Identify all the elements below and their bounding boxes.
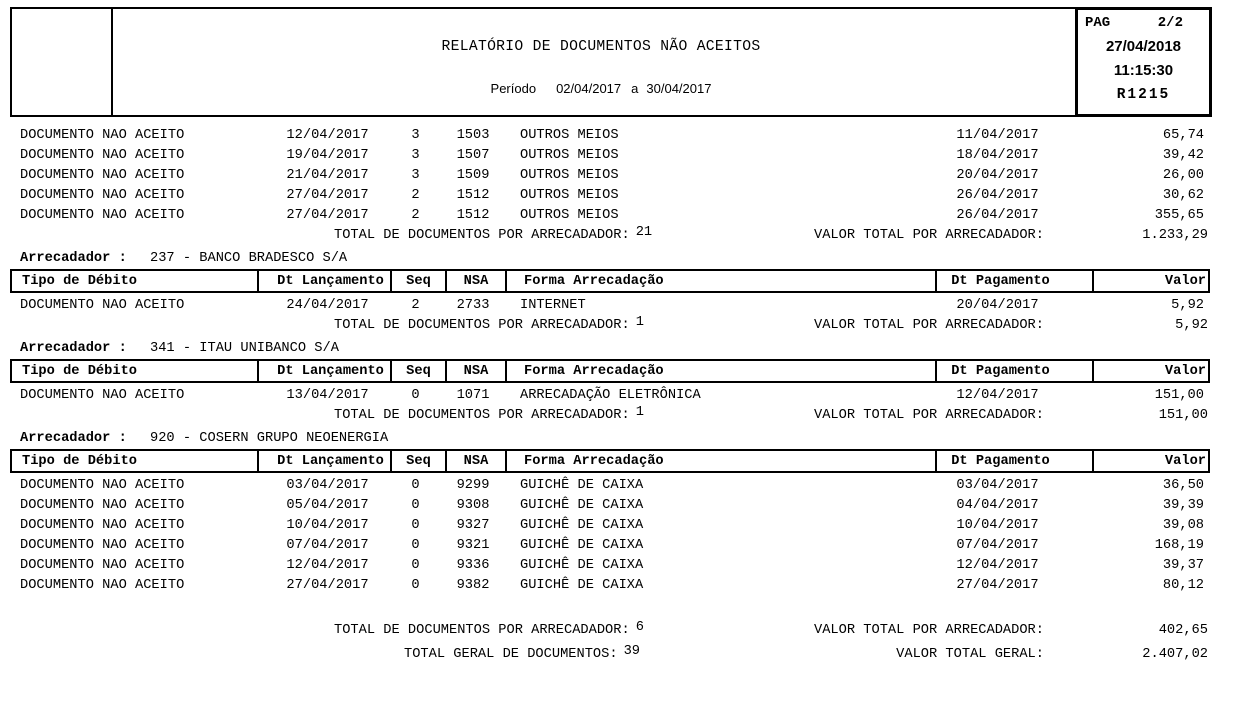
table-cell: DOCUMENTO NAO ACEITO [20, 557, 185, 573]
grand-total-value-label: VALOR TOTAL GERAL: [896, 647, 1044, 662]
table-cell: 07/04/2017 [286, 537, 369, 553]
table-cell: DOCUMENTO NAO ACEITO [20, 517, 185, 533]
table-rows [0, 385, 1236, 405]
table-row [10, 165, 1210, 185]
table-cell: 24/04/2017 [286, 297, 369, 313]
report-body [0, 125, 1236, 665]
table-cell: 39,42 [1162, 147, 1204, 163]
column-header: Dt Lançamento [257, 451, 390, 471]
arrecadador-label: Arrecadador : [20, 431, 127, 446]
table-cell: GUICHÊ DE CAIXA [520, 537, 644, 553]
table-rows [0, 475, 1236, 595]
column-header: Valor [1092, 451, 1212, 471]
table-cell: OUTROS MEIOS [520, 127, 619, 143]
table-cell: 3 [411, 127, 420, 143]
table-header [10, 359, 1210, 383]
table-cell: 19/04/2017 [286, 147, 369, 163]
table-cell: DOCUMENTO NAO ACEITO [20, 497, 185, 513]
total-docs [334, 406, 644, 426]
total-docs-label: TOTAL DE DOCUMENTOS POR ARRECADADOR: [334, 318, 630, 333]
table-cell: 12/04/2017 [286, 557, 369, 573]
arrecadador-line [0, 340, 1236, 358]
table-cell: 65,74 [1162, 127, 1204, 143]
column-header: NSA [445, 361, 505, 381]
table-cell: 80,12 [1162, 577, 1204, 593]
section [0, 340, 1236, 426]
table-cell: GUICHÊ DE CAIXA [520, 497, 644, 513]
table-cell: 5,92 [1171, 297, 1204, 313]
grand-total-docs-value: 39 [623, 644, 640, 659]
table-cell: 39,39 [1162, 497, 1204, 513]
report-title: RELATÓRIO DE DOCUMENTOS NÃO ACEITOS [441, 39, 761, 55]
table-cell: 12/04/2017 [286, 127, 369, 143]
table-rows [0, 295, 1236, 315]
table-cell: DOCUMENTO NAO ACEITO [20, 537, 185, 553]
total-docs-value: 1 [635, 315, 644, 330]
arrecadador-line [0, 250, 1236, 268]
table-cell: 355,65 [1154, 207, 1204, 223]
table-cell: DOCUMENTO NAO ACEITO [20, 167, 185, 183]
table-cell: 1509 [456, 167, 490, 183]
table-cell: DOCUMENTO NAO ACEITO [20, 187, 185, 203]
table-cell: 2 [411, 297, 420, 313]
table-row [10, 295, 1210, 315]
column-header: Dt Pagamento [935, 451, 1092, 471]
table-cell: 1071 [456, 387, 490, 403]
table-header [10, 449, 1210, 473]
column-header: Forma Arrecadação [505, 271, 935, 291]
table-cell: OUTROS MEIOS [520, 187, 619, 203]
column-header: Tipo de Débito [22, 363, 137, 379]
total-value-label: VALOR TOTAL POR ARRECADADOR: [814, 408, 1044, 423]
table-cell: 2733 [456, 297, 490, 313]
pag-box [1075, 7, 1212, 117]
column-header: Dt Pagamento [935, 271, 1092, 291]
arrecadador-value: 341 - ITAU UNIBANCO S/A [150, 341, 339, 356]
table-cell: 151,00 [1154, 387, 1204, 403]
table-cell: OUTROS MEIOS [520, 167, 619, 183]
column-header: Valor [1092, 361, 1212, 381]
table-cell: DOCUMENTO NAO ACEITO [20, 147, 185, 163]
table-cell: GUICHÊ DE CAIXA [520, 577, 644, 593]
table-row [10, 385, 1210, 405]
period-end-date: 30/04/2017 [646, 81, 712, 96]
report-date: 27/04/2018 [1105, 38, 1182, 55]
table-cell: 2 [411, 187, 420, 203]
report-time: 11:15:30 [1113, 62, 1174, 79]
table-cell: 27/04/2017 [286, 577, 369, 593]
table-cell: 10/04/2017 [956, 517, 1039, 533]
table-row [10, 205, 1210, 225]
column-header: Seq [390, 361, 445, 381]
section-total-row [0, 406, 1236, 426]
table-row [10, 145, 1210, 165]
section [0, 125, 1236, 246]
grand-total-row [0, 645, 1236, 665]
table-cell: DOCUMENTO NAO ACEITO [20, 477, 185, 493]
table-cell: 27/04/2017 [286, 187, 369, 203]
table-cell: 1507 [456, 147, 490, 163]
table-rows [0, 125, 1236, 225]
arrecadador-value: 237 - BANCO BRADESCO S/A [150, 251, 348, 266]
table-cell: 168,19 [1154, 537, 1204, 553]
column-header: Dt Pagamento [935, 361, 1092, 381]
column-header: Dt Lançamento [257, 361, 390, 381]
total-docs-label: TOTAL DE DOCUMENTOS POR ARRECADADOR: [334, 623, 630, 638]
table-cell: 05/04/2017 [286, 497, 369, 513]
table-cell: GUICHÊ DE CAIXA [520, 477, 644, 493]
column-header: Forma Arrecadação [505, 361, 935, 381]
table-cell: DOCUMENTO NAO ACEITO [20, 387, 185, 403]
pag-label: PAG [1085, 15, 1111, 31]
table-row [10, 555, 1210, 575]
table-cell: 1512 [456, 187, 490, 203]
table-cell: 9382 [456, 577, 490, 593]
period-separator: a [631, 81, 639, 96]
table-cell: 3 [411, 167, 420, 183]
page-number: 2/2 [1157, 15, 1183, 31]
total-docs-value: 21 [635, 225, 653, 240]
table-cell: 9327 [456, 517, 490, 533]
table-cell: 9336 [456, 557, 490, 573]
table-cell: DOCUMENTO NAO ACEITO [20, 127, 185, 143]
table-cell: 0 [411, 497, 420, 513]
table-row [10, 495, 1210, 515]
total-docs-label: TOTAL DE DOCUMENTOS POR ARRECADADOR: [334, 228, 630, 243]
total-value-label: VALOR TOTAL POR ARRECADADOR: [814, 228, 1044, 243]
total-docs [334, 621, 644, 641]
table-cell: 26,00 [1162, 167, 1204, 183]
table-cell: OUTROS MEIOS [520, 147, 619, 163]
column-header: Dt Lançamento [257, 271, 390, 291]
table-cell: 1503 [456, 127, 490, 143]
period-label: Período [490, 81, 537, 96]
section-total-row [0, 316, 1236, 336]
report-header-box [10, 7, 1212, 117]
table-row [10, 475, 1210, 495]
table-row [10, 575, 1210, 595]
total-docs [334, 226, 652, 246]
column-header: Forma Arrecadação [505, 451, 935, 471]
column-header: Seq [390, 451, 445, 471]
table-cell: 0 [411, 387, 420, 403]
table-cell: 07/04/2017 [956, 537, 1039, 553]
period-line [102, 81, 1100, 96]
table-cell: 9321 [456, 537, 490, 553]
table-cell: 39,08 [1162, 517, 1204, 533]
table-cell: 9299 [456, 477, 490, 493]
table-cell: 04/04/2017 [956, 497, 1039, 513]
table-cell: 20/04/2017 [956, 297, 1039, 313]
arrecadador-label: Arrecadador : [20, 341, 127, 356]
total-docs [334, 316, 644, 336]
report-code: R1215 [1116, 87, 1171, 103]
table-cell: 18/04/2017 [956, 147, 1039, 163]
table-cell: DOCUMENTO NAO ACEITO [20, 207, 185, 223]
table-cell: 0 [411, 517, 420, 533]
section-total-row [0, 226, 1236, 246]
grand-total-docs-label: TOTAL GERAL DE DOCUMENTOS: [404, 647, 618, 662]
table-cell: GUICHÊ DE CAIXA [520, 557, 644, 573]
total-value-amount: 151,00 [1158, 408, 1208, 423]
table-cell: 39,37 [1162, 557, 1204, 573]
total-value-label: VALOR TOTAL POR ARRECADADOR: [814, 318, 1044, 333]
arrecadador-line [0, 430, 1236, 448]
table-cell: 26/04/2017 [956, 207, 1039, 223]
table-row [10, 515, 1210, 535]
table-cell: ARRECADAÇÃO ELETRÔNICA [520, 387, 701, 403]
table-cell: 1512 [456, 207, 490, 223]
table-cell: 13/04/2017 [286, 387, 369, 403]
table-row [10, 125, 1210, 145]
table-cell: 30,62 [1162, 187, 1204, 203]
total-docs-label: TOTAL DE DOCUMENTOS POR ARRECADADOR: [334, 408, 630, 423]
table-cell: 27/04/2017 [956, 577, 1039, 593]
table-cell: 2 [411, 207, 420, 223]
table-cell: 11/04/2017 [956, 127, 1039, 143]
total-value-amount: 5,92 [1175, 318, 1208, 333]
table-cell: INTERNET [520, 297, 586, 313]
column-header: NSA [445, 451, 505, 471]
total-value-label: VALOR TOTAL POR ARRECADADOR: [814, 623, 1044, 638]
table-cell: 12/04/2017 [956, 557, 1039, 573]
table-cell: 0 [411, 477, 420, 493]
total-value-amount: 402,65 [1158, 623, 1208, 638]
arrecadador-label: Arrecadador : [20, 251, 127, 266]
column-header: NSA [445, 271, 505, 291]
section [0, 250, 1236, 336]
table-cell: GUICHÊ DE CAIXA [520, 517, 644, 533]
section-total-row [0, 621, 1236, 641]
table-cell: 0 [411, 577, 420, 593]
column-header: Valor [1092, 271, 1212, 291]
page-indicator [1078, 10, 1209, 31]
total-docs-value: 1 [635, 405, 644, 420]
total-value-amount: 1.233,29 [1142, 228, 1208, 243]
period-start-date: 02/04/2017 [556, 81, 622, 96]
table-row [10, 185, 1210, 205]
table-cell: 03/04/2017 [956, 477, 1039, 493]
table-cell: 9308 [456, 497, 490, 513]
table-cell: DOCUMENTO NAO ACEITO [20, 577, 185, 593]
section [0, 430, 1236, 641]
table-cell: 10/04/2017 [286, 517, 369, 533]
table-cell: OUTROS MEIOS [520, 207, 619, 223]
table-cell: 21/04/2017 [286, 167, 369, 183]
table-header [10, 269, 1210, 293]
table-cell: DOCUMENTO NAO ACEITO [20, 297, 185, 313]
column-header: Tipo de Débito [22, 453, 137, 469]
total-docs-value: 6 [635, 620, 644, 635]
table-cell: 36,50 [1162, 477, 1204, 493]
table-cell: 03/04/2017 [286, 477, 369, 493]
table-cell: 0 [411, 557, 420, 573]
arrecadador-value: 920 - COSERN GRUPO NEOENERGIA [150, 431, 389, 446]
table-cell: 20/04/2017 [956, 167, 1039, 183]
table-cell: 0 [411, 537, 420, 553]
table-cell: 3 [411, 147, 420, 163]
table-cell: 26/04/2017 [956, 187, 1039, 203]
table-row [10, 535, 1210, 555]
header-divider [111, 9, 113, 115]
column-header: Tipo de Débito [22, 273, 137, 289]
table-cell: 12/04/2017 [956, 387, 1039, 403]
grand-total-value-amount: 2.407,02 [1142, 647, 1208, 662]
table-cell: 27/04/2017 [286, 207, 369, 223]
column-header: Seq [390, 271, 445, 291]
grand-total-docs [404, 645, 640, 665]
